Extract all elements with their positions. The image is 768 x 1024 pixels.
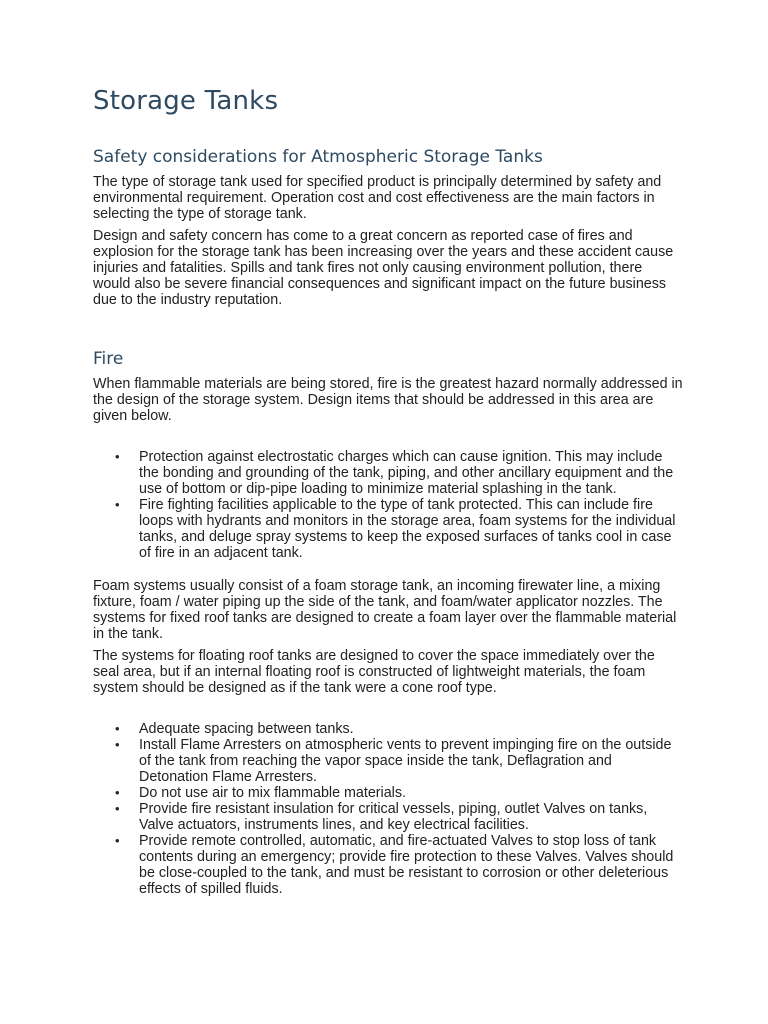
- section-heading-fire: Fire: [93, 349, 124, 369]
- list-item: • Provide fire resistant insulation for critical vessels, piping, outlet Valves on tanks, Valve actuators, instruments lines, and key electrical facilities.: [93, 801, 683, 833]
- list-item: • Do not use air to mix flammable materials.: [93, 785, 683, 801]
- page-title: Storage Tanks: [93, 86, 279, 116]
- list-item: • Adequate spacing between tanks.: [93, 721, 683, 737]
- paragraph: Foam systems usually consist of a foam storage tank, an incoming firewater line, a mixing fixture, foam / water piping up the side of the tank, and foam/water applicator nozzles. The systems for fixed roof tanks are designed to create a foam layer over the flammable material in the tank.: [93, 578, 677, 642]
- bullet-list-fire-measures: [93, 721, 683, 897]
- paragraph: The type of storage tank used for specified product is principally determined by safety and environmental requirement. Operation cost and cost effectiveness are the main factors in selecting the type of storage tank.: [93, 174, 662, 222]
- list-item: • Fire fighting facilities applicable to the type of tank protected. This can include fire loops with hydrants and monitors in the storage area, foam systems for the individual tanks, and deluge spray systems to keep the exposed surfaces of tanks cool in case of fire in an adjacent tank.: [93, 497, 683, 561]
- paragraph: Design and safety concern has come to a great concern as reported case of fires and explosion for the storage tank has been increasing over the years and these accident cause injuries and fatalities. Spills and tank fires not only causing environment pollution, there would also be severe financial consequences and significant impact on the future business due to the industry reputation.: [93, 228, 674, 308]
- bullet-list-fire-design: [93, 449, 683, 561]
- list-item: • Install Flame Arresters on atmospheric vents to prevent impinging fire on the outside of the tank from reaching the vapor space inside the tank, Deflagration and Detonation Flame Arresters.: [93, 737, 683, 785]
- list-item: • Provide remote controlled, automatic, and fire-actuated Valves to stop loss of tank contents during an emergency; provide fire protection to these Valves. Valves should be close-coupled to the tank, and must be resistant to corrosion or other deleterious effects of spilled fluids.: [93, 833, 683, 897]
- paragraph: When flammable materials are being stored, fire is the greatest hazard normally addressed in the design of the storage system. Design items that should be addressed in this area are given below.: [93, 376, 683, 424]
- list-item: • Protection against electrostatic charges which can cause ignition. This may include the bonding and grounding of the tank, piping, and other ancillary equipment and the use of bottom or dip-pipe loading to minimize material splashing in the tank.: [93, 449, 683, 497]
- section-heading-safety: Safety considerations for Atmospheric Storage Tanks: [93, 147, 543, 167]
- document-content: [93, 85, 683, 897]
- paragraph: The systems for floating roof tanks are designed to cover the space immediately over the seal area, but if an internal floating roof is constructed of lightweight materials, the foam system should be designed as if the tank were a cone roof type.: [93, 648, 655, 696]
